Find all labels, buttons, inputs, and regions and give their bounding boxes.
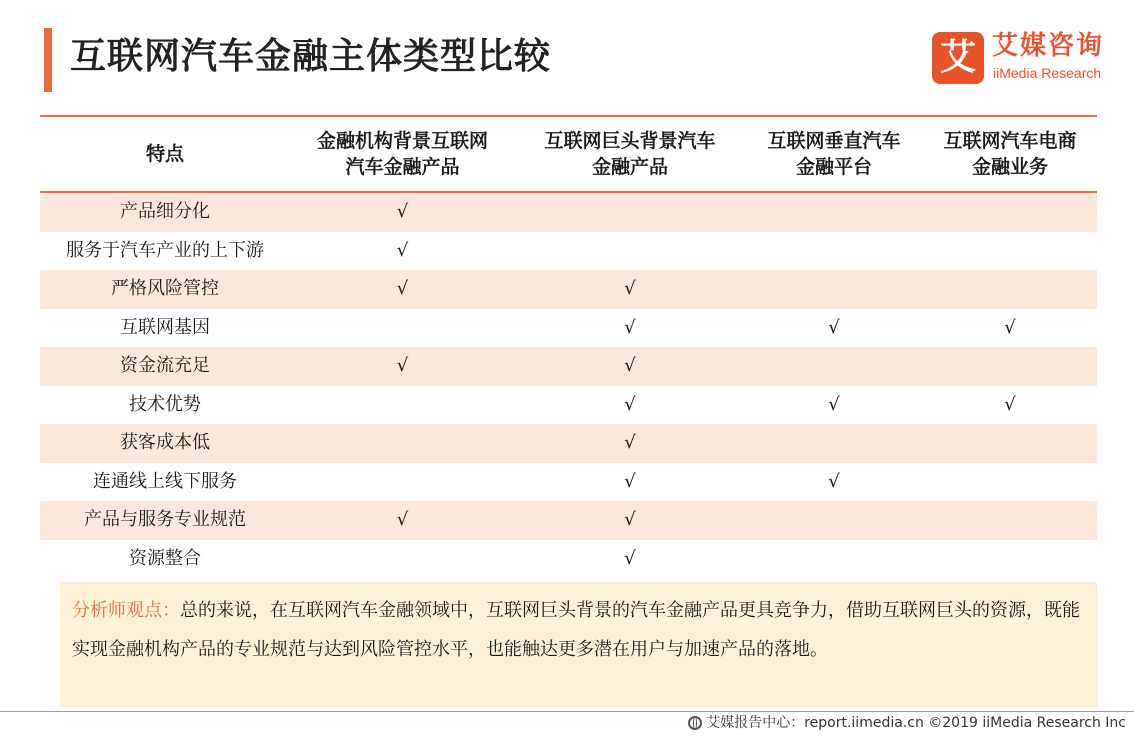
globe-icon	[688, 716, 702, 730]
check-cell: √	[396, 355, 409, 377]
table-row	[40, 270, 1097, 309]
check-cell: √	[624, 432, 636, 454]
feature-cell: 产品细分化	[120, 201, 210, 223]
check-cell: √	[624, 355, 636, 377]
check-cell: √	[828, 470, 840, 492]
feature-cell: 连通线上线下服务	[93, 470, 237, 492]
header-vertical-platform: 互联网垂直汽车 金融平台	[767, 130, 901, 178]
feature-cell: 互联网基因	[120, 316, 210, 338]
check-cell: √	[624, 547, 636, 569]
table-row	[40, 347, 1097, 386]
logo-name-cn: 艾媒咨询	[992, 31, 1105, 61]
check-cell: √	[624, 509, 636, 531]
check-cell: √	[396, 239, 409, 261]
check-cell: √	[396, 201, 409, 223]
analyst-note	[60, 582, 1097, 708]
check-cell: √	[624, 278, 636, 300]
check-cell: √	[828, 316, 840, 338]
brand-logo	[932, 30, 1112, 86]
feature-cell: 产品与服务专业规范	[84, 509, 246, 531]
table-row	[40, 386, 1097, 425]
table-header-row	[40, 117, 1097, 193]
table-row	[40, 540, 1097, 579]
comparison-table	[40, 115, 1097, 578]
feature-cell: 服务于汽车产业的上下游	[66, 239, 264, 261]
logo-name-en: iiMedia Research	[993, 65, 1102, 81]
check-cell: √	[624, 393, 636, 415]
check-cell: √	[1004, 393, 1016, 415]
logo-glyph: 艾	[939, 37, 976, 78]
check-cell: √	[624, 470, 636, 492]
footer-text: 艾媒报告中心：report.iimedia.cn ©2019 iiMedia Research Inc	[706, 715, 1126, 731]
footer-divider	[0, 711, 1134, 712]
feature-cell: 资金流充足	[120, 355, 210, 377]
feature-cell: 技术优势	[129, 393, 201, 415]
table-row	[40, 232, 1097, 271]
check-cell: √	[396, 509, 409, 531]
analyst-note-text: 总的来说，在互联网汽车金融领域中，互联网巨头背景的汽车金融产品更具竞争力，借助互联网巨头的资源，既能实现金融机构产品的专业规范与达到风险管控水平，也能触达更多潜在用户与加速产品的落地。	[72, 600, 1080, 660]
page-title: 互联网汽车金融主体类型比较	[70, 36, 552, 77]
check-cell: √	[1004, 316, 1016, 338]
header-internet-giant: 互联网巨头背景汽车 金融产品	[544, 130, 716, 178]
feature-cell: 严格风险管控	[111, 278, 219, 300]
header-feature: 特点	[145, 143, 184, 165]
table-row	[40, 424, 1097, 463]
logo-mark	[932, 32, 984, 84]
check-cell: √	[396, 278, 409, 300]
table-row	[40, 463, 1097, 502]
header-financial-institution: 金融机构背景互联网 汽车金融产品	[316, 130, 488, 178]
title-accent-bar	[44, 28, 52, 92]
header-ecommerce: 互联网汽车电商 金融业务	[943, 130, 1077, 178]
table-row	[40, 193, 1097, 232]
feature-cell: 资源整合	[129, 547, 201, 569]
table-row	[40, 501, 1097, 540]
footer	[688, 713, 1126, 733]
check-cell: √	[828, 393, 840, 415]
feature-cell: 获客成本低	[120, 432, 210, 454]
analyst-note-label: 分析师观点：	[72, 600, 180, 621]
check-cell: √	[624, 316, 636, 338]
table-row	[40, 309, 1097, 348]
